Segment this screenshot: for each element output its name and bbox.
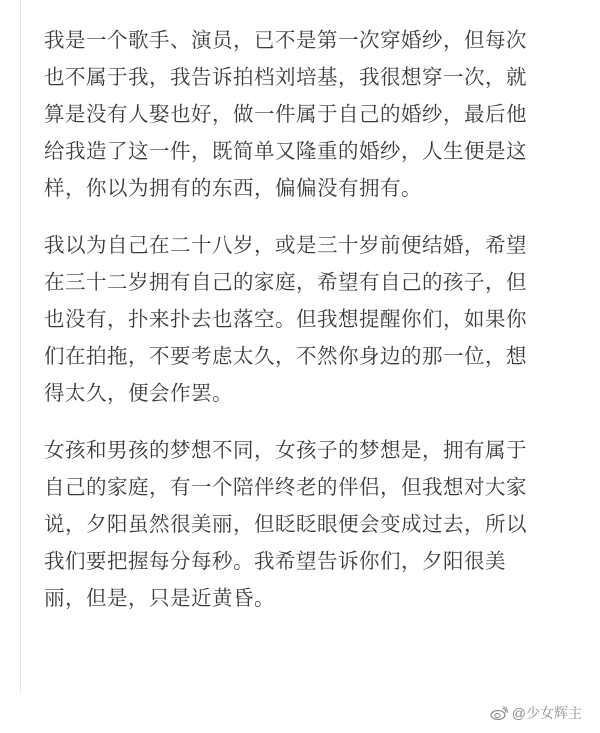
article-body — [44, 22, 584, 637]
text-line: 算是没有人娶也好，做一件属于自己的婚纱，最后他 — [44, 102, 527, 126]
text-line: 也没有，扑来扑去也落空。但我想提醒你们，如果你 — [44, 307, 527, 331]
text-line: 得太久，便会作罢。 — [44, 381, 233, 405]
text-line: 们在拍拖，不要考虑太久，不然你身边的那一位，想 — [44, 344, 527, 368]
text-line: 女孩和男孩的梦想不同，女孩子的梦想是，拥有属于 — [44, 438, 527, 462]
left-divider — [20, 0, 21, 692]
text-line: 给我造了这一件，既简单又隆重的婚纱，人生便是这 — [44, 139, 527, 163]
paragraph-2 — [44, 227, 584, 412]
watermark-handle: @少女辉主 — [511, 705, 582, 721]
weibo-watermark — [490, 703, 582, 723]
text-line: 也不属于我，我告诉拍档刘培基，我很想穿一次，就 — [44, 65, 527, 89]
text-line: 我们要把握每分每秒。我希望告诉你们，夕阳很美 — [44, 549, 506, 573]
text-line: 在三十二岁拥有自己的家庭，希望有自己的孩子，但 — [44, 270, 527, 294]
text-line: 我以为自己在二十八岁，或是三十岁前便结婚，希望 — [44, 233, 527, 257]
text-line: 我是一个歌手、演员，已不是第一次穿婚纱，但每次 — [44, 28, 527, 52]
weibo-icon — [490, 706, 508, 720]
text-line: 自己的家庭，有一个陪伴终老的伴侣，但我想对大家 — [44, 475, 527, 499]
text-line: 丽，但是，只是近黄昏。 — [44, 586, 275, 610]
paragraph-3 — [44, 432, 584, 617]
text-line: 说，夕阳虽然很美丽，但眨眨眼便会变成过去，所以 — [44, 512, 527, 536]
text-line: 样，你以为拥有的东西，偏偏没有拥有。 — [44, 176, 422, 200]
paragraph-1 — [44, 22, 584, 207]
